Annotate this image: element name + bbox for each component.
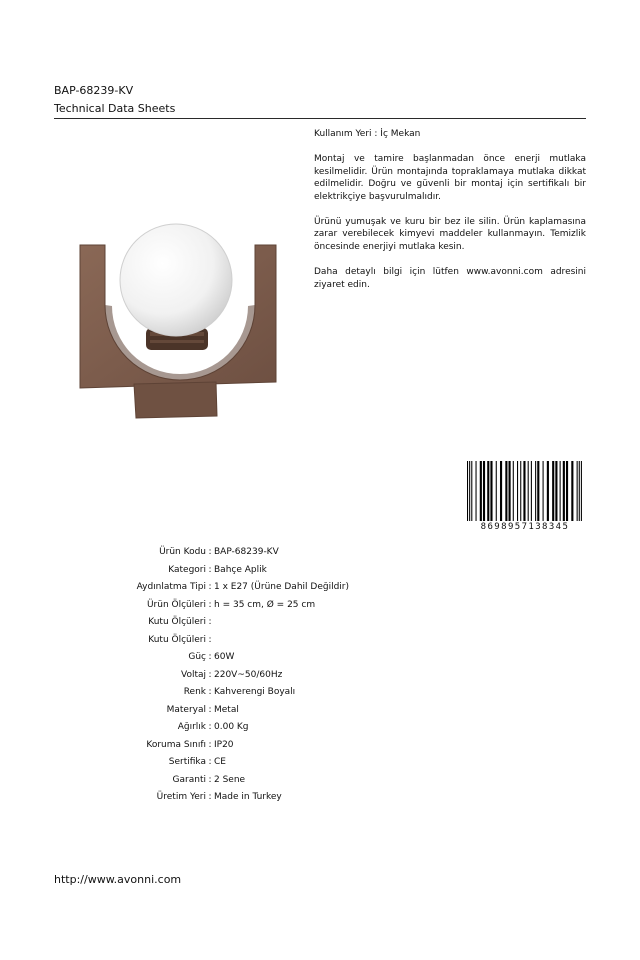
barcode-bar <box>535 461 536 521</box>
barcode-bar <box>476 461 477 521</box>
barcode-bar <box>517 461 518 521</box>
barcode-bar <box>560 461 561 521</box>
product-code-title: BAP-68239-KV <box>54 84 134 97</box>
spec-separator: : <box>208 617 212 627</box>
spec-table <box>96 545 349 808</box>
barcode-bar <box>490 461 492 521</box>
barcode-bar <box>480 461 482 521</box>
barcode-bar <box>579 461 580 521</box>
spec-row <box>96 668 349 686</box>
barcode-bar <box>505 461 507 521</box>
barcode-digits: 8698957138345 <box>480 522 570 532</box>
spec-value: 1 x E27 (Ürüne Dahil Değildir) <box>214 582 349 592</box>
spec-row <box>96 598 349 616</box>
spec-separator: : <box>208 704 212 715</box>
spec-separator: : <box>208 774 212 785</box>
document-subtitle: Technical Data Sheets <box>54 102 176 115</box>
spec-row <box>96 650 349 668</box>
spec-value: 60W <box>214 652 235 662</box>
spec-separator: : <box>208 652 212 662</box>
usage-location: Kullanım Yeri : İç Mekan <box>314 129 421 139</box>
barcode-bar <box>571 461 573 521</box>
spec-label: Kutu Ölçüleri <box>148 617 206 627</box>
lamp-globe <box>120 224 232 336</box>
spec-separator: : <box>208 634 212 645</box>
spec-value: Made in Turkey <box>214 792 282 802</box>
spec-row <box>96 580 349 598</box>
info-paragraph-website: Daha detaylı bilgi için lütfen www.avonni.com adresini ziyaret edin. <box>314 267 586 290</box>
document-header <box>54 84 586 119</box>
barcode-bar <box>563 461 565 521</box>
spec-label: Voltaj <box>180 669 206 680</box>
spec-value: CE <box>214 757 226 767</box>
barcode-bar <box>555 461 557 521</box>
barcode-bar <box>552 461 554 521</box>
barcode-bar <box>487 461 489 521</box>
spec-label: Güç <box>188 652 206 662</box>
spec-row <box>96 563 349 581</box>
barcode-bar <box>566 461 568 521</box>
spec-label: Sertifika <box>168 757 206 767</box>
spec-separator: : <box>208 599 212 610</box>
barcode-bar <box>483 461 485 521</box>
spec-label: Ağırlık <box>177 722 206 732</box>
barcode-bar <box>528 461 529 521</box>
spec-label: Renk <box>183 687 206 697</box>
spec-row <box>96 720 349 738</box>
barcode-bar <box>471 461 472 521</box>
lamp-base <box>134 382 217 418</box>
spec-label: Kategori <box>168 564 206 575</box>
spec-row <box>96 790 349 808</box>
spec-value: Bahçe Aplik <box>214 564 267 575</box>
barcode-bar <box>543 461 544 521</box>
info-paragraph-safety: Montaj ve tamire başlanmadan önce enerji mutlaka kesilmelidir. Ürün montajında topraklamaya mutlaka dikkat edilmelidir. Doğru ve güvenli bir montaj için sertifikalı bir elektrikçiye başvurulmalıdır. <box>314 154 586 202</box>
barcode-bar <box>500 461 502 521</box>
spec-label: Üretim Yeri <box>156 792 206 802</box>
spec-separator: : <box>208 739 212 750</box>
spec-row <box>96 545 349 563</box>
barcode-bar <box>513 461 514 521</box>
spec-row <box>96 685 349 703</box>
barcode-bar <box>509 461 511 521</box>
barcode-bars <box>466 461 584 521</box>
product-image <box>70 220 290 425</box>
barcode <box>466 461 584 532</box>
barcode-bar <box>467 461 468 521</box>
spec-label: Garanti <box>172 774 206 785</box>
spec-value: IP20 <box>214 739 234 750</box>
spec-separator: : <box>208 687 212 697</box>
info-text-block <box>314 128 586 304</box>
barcode-bar <box>537 461 539 521</box>
spec-value: 0.00 Kg <box>214 722 249 732</box>
barcode-bar <box>547 461 549 521</box>
barcode-bar <box>469 461 470 521</box>
spec-value: Kahverengi Boyalı <box>214 687 296 697</box>
spec-label: Koruma Sınıfı <box>146 739 206 750</box>
spec-label: Ürün Ölçüleri <box>146 599 206 610</box>
barcode-bar <box>520 461 521 521</box>
spec-value: 220V~50/60Hz <box>214 669 283 680</box>
barcode-bar <box>523 461 525 521</box>
spec-separator: : <box>208 722 212 732</box>
spec-separator: : <box>208 792 212 802</box>
spec-value: 2 Sene <box>214 774 246 785</box>
spec-value: Metal <box>214 704 239 715</box>
spec-separator: : <box>208 564 212 575</box>
spec-row <box>96 773 349 791</box>
spec-label: Aydınlatma Tipi <box>136 582 206 592</box>
spec-row <box>96 738 349 756</box>
footer-url: http://www.avonni.com <box>54 873 182 886</box>
spec-separator: : <box>208 582 212 592</box>
spec-value: BAP-68239-KV <box>214 547 279 557</box>
spec-row <box>96 755 349 773</box>
spec-row <box>96 703 349 721</box>
barcode-bar <box>581 461 582 521</box>
spec-row <box>96 615 349 633</box>
info-paragraph-cleaning: Ürünü yumuşak ve kuru bir bez ile silin. Ürün kaplamasına zarar verebilecek kimyevi maddeler kullanmayın. Temizlik öncesinde enerjiyi mutlaka kesin. <box>314 217 586 252</box>
spec-label: Ürün Kodu <box>159 547 206 557</box>
barcode-bar <box>577 461 578 521</box>
spec-label: Materyal <box>166 704 206 715</box>
barcode-bar <box>496 461 497 521</box>
barcode-bar <box>531 461 532 521</box>
spec-separator: : <box>208 547 212 557</box>
spec-row <box>96 633 349 651</box>
spec-value: h = 35 cm, Ø = 25 cm <box>214 599 316 610</box>
spec-separator: : <box>208 757 212 767</box>
spec-separator: : <box>208 669 212 680</box>
lamp-illustration <box>70 220 290 425</box>
header-divider <box>54 118 586 119</box>
spec-label: Kutu Ölçüleri <box>148 634 206 645</box>
